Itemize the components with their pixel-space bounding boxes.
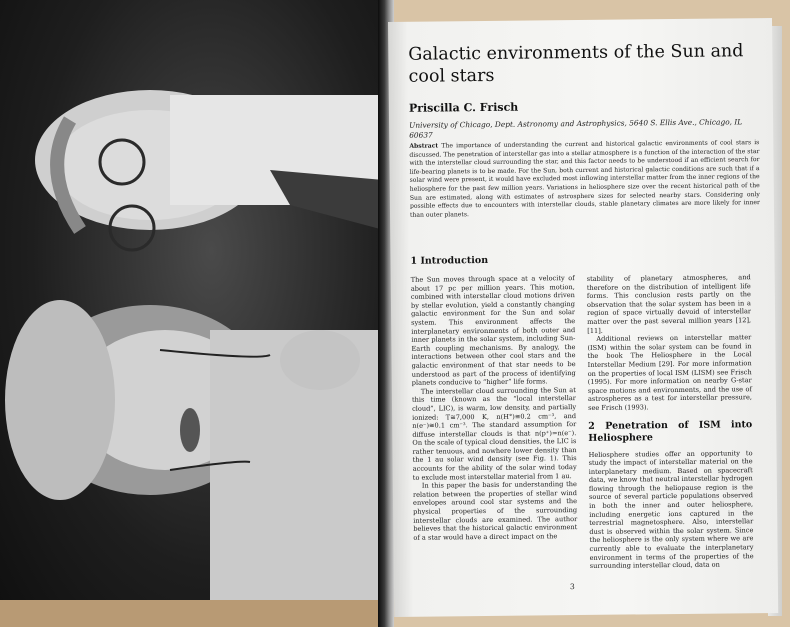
- paragraph: Additional reviews on interstellar matter (ISM) within the solar system can be found in the book The Heliosphere in the Local Interstellar Medium [29]. For more information on the properties of local ISM (LISM) see Frisch (1995). For more information on nearby G-star space motions and environments, and the use of astrospheres as a test for interstellar pressure, see Frisch (1993).: [587, 333, 752, 412]
- section-2-heading: 2 Penetration of ISM into Heliosphere: [588, 418, 753, 444]
- column-left: [410, 254, 577, 542]
- left-page-photograph: [0, 0, 384, 627]
- abstract-text: The importance of understanding the current and historical galactic environments of cool stars is discussed. The penetration of interstellar gas into a stellar atmosphere is a function of the interaction of the star with the interstellar cloud surrounding the star, and this factor needs to be understood if an efficient search for life-bearing planets is to be made. For the Sun, both current and historical galactic conditions are such that if a solar wind were present, it would have excluded most inflowing interstellar matter from the inner regions of the heliosphere for the past few million years. Variations in heliosphere size over the recent historical path of the Sun are estimated, along with estimates of astrosphere sizes for selected nearby stars. Considering only possible effects due to encounters with interstellar clouds, stable planetary climates are more likely for inner than outer planets.: [409, 139, 760, 219]
- paper-title: Galactic environments of the Sun and cool stars: [408, 41, 744, 87]
- author-name: Priscilla C. Frisch: [408, 100, 519, 115]
- portrait-photo: [0, 0, 384, 612]
- right-page: [388, 18, 778, 617]
- column-right: [587, 273, 754, 571]
- section-1-heading: 1 Introduction: [410, 254, 489, 267]
- author-affiliation: University of Chicago, Dept. Astronomy and Astrophysics, 5640 S. Ellis Ave., Chicago, IL 60637: [409, 117, 743, 140]
- abstract-label: Abstract: [409, 142, 439, 150]
- page-number: 3: [569, 582, 575, 592]
- abstract: [409, 139, 760, 220]
- paragraph: The Sun moves through space at a velocity of about 17 pc per million years. This motion, combined with interstellar cloud motions driven by stellar evolution, yield a constantly changing galactic environment for the Sun and solar system. This environment affects the interplanetary environments of both outer and inner planets in the solar system, including Sun-Earth coupling mechanisms. By analogy, the interactions between other cool stars and the galactic environment of that star needs to be understood as part of the process of identifying planets conducive to “higher” life forms.: [410, 274, 576, 387]
- paragraph: The interstellar cloud surrounding the Sun at this time (known as the “local interstellar cloud”, LIC), is warm, low density, and partially ionized: T≅7,000 K, n(H°)≅0.2 cm⁻³, and n(e⁻)≅0.1 cm⁻³. The standard assumption for diffuse interstellar clouds is that n(p⁺)=n(e⁻). On the scale of typical cloud densities, the LIC is rather tenuous, and nowhere lower density than the 1 au solar wind density (see Fig. 1). This accounts for the ability of the solar wind today to exclude most interstellar material from 1 au.: [411, 385, 577, 482]
- paragraph: In this paper the basis for understanding the relation between the properties of stellar wind envelopes around cool star systems and the physical properties of the surrounding interstellar clouds are examined. The author believes that the historical galactic environment of a star would have a direct impact on the: [412, 480, 578, 542]
- paragraph: Heliosphere studies offer an opportunity to study the impact of interstellar material on the interplanetary medium. Based on spacecraft data, we know that neutral interstellar hydrogen flowing through the heliopause region is the source of several particle populations observed in both the inner and outer heliosphere, including energetic ions captured in the terrestrial magnetosphere. Also, interstellar dust is observed within the solar system. Since the heliosphere is the only system where we are currently able to evaluate the interplanetary environment in terms of the properties of the surrounding interstellar cloud, data on: [588, 448, 754, 571]
- table-edge: [0, 600, 384, 627]
- paragraph: stability of planetary atmospheres, and therefore on the distribution of intelligent life forms. This conclusion rests partly on the observation that the solar system has been in a region of space virtually devoid of interstellar matter over the past several million years [12], [11].: [586, 273, 752, 335]
